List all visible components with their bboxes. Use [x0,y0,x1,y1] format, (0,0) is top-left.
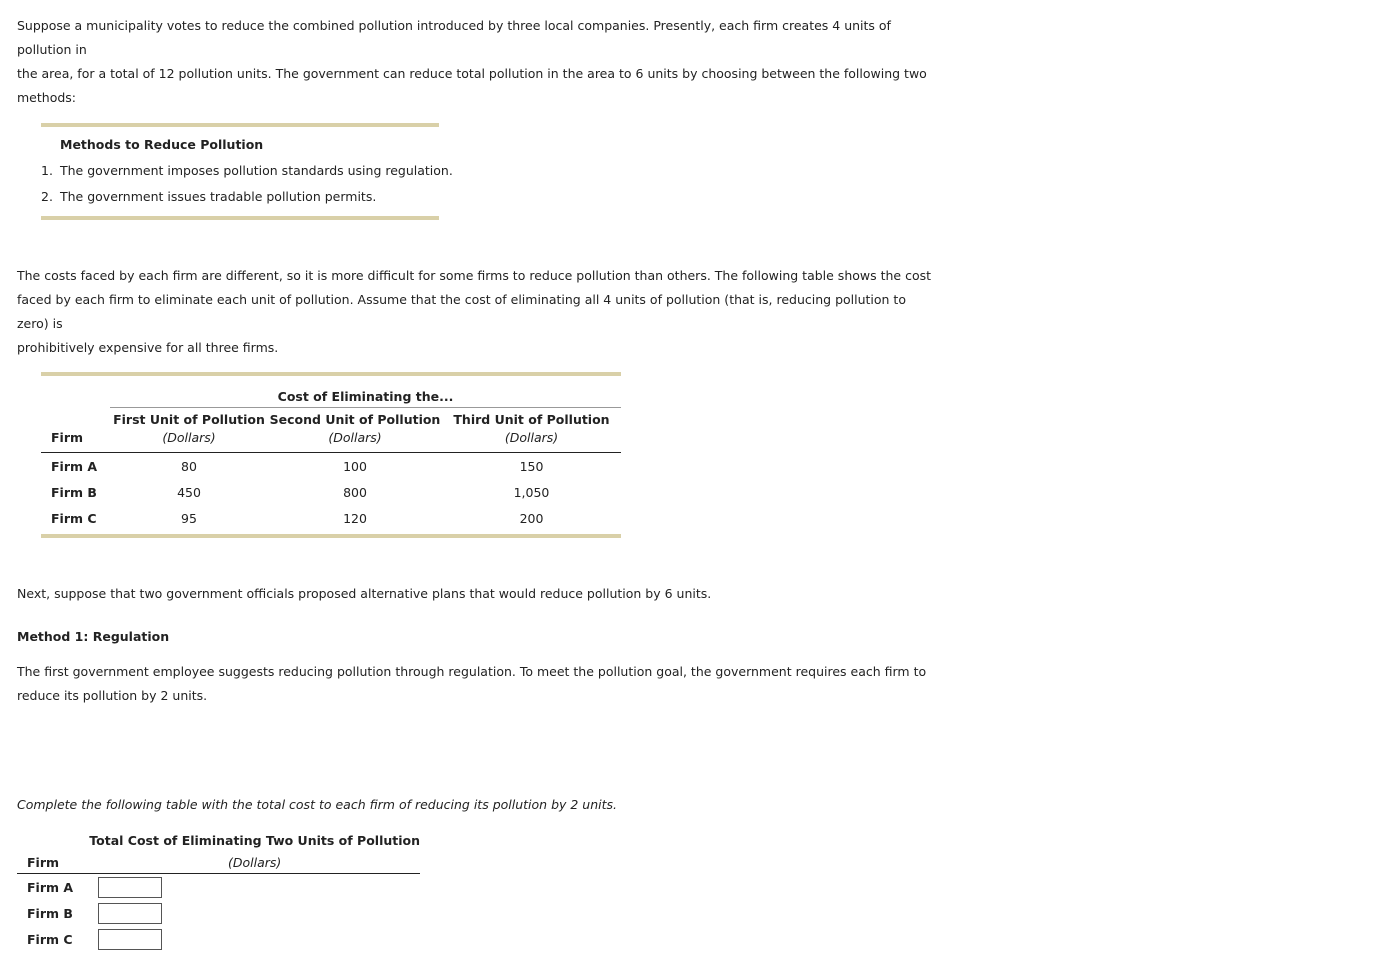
next-paragraph: Next, suppose that two government officials proposed alternative plans that would reduce pollution by 6 units. [17,586,712,601]
firm-a-total-cost-input[interactable] [98,877,162,898]
column-unit-third: (Dollars) [442,430,621,453]
method-1-paragraph [17,660,937,708]
method-1-heading: Method 1: Regulation [17,629,170,644]
cost-value: 80 [181,458,197,474]
methods-item-number: 2. [41,189,53,204]
column-header-third-unit: Third Unit of Pollution [453,411,610,427]
table-row [17,926,420,952]
cost-table-bottom-rule [41,534,621,538]
table-row [41,453,621,480]
column-unit-second: (Dollars) [268,430,442,453]
cost-table [41,384,621,531]
table-row [17,874,420,901]
table-row [41,479,621,505]
intro-line-2: the area, for a total of 12 pollution units. The government can reduce total pollution in the area to 6 units by choosing between the following two [17,66,927,81]
cost-table-span-header: Cost of Eliminating the... [110,384,621,408]
cost-value: 95 [181,510,197,526]
firm-b-total-cost-input[interactable] [98,903,162,924]
column-header-firm: Firm [41,430,110,453]
methods-item [41,163,453,189]
column-header-first-unit: First Unit of Pollution [113,411,265,427]
cost-table-top-rule [41,372,621,376]
cost-value: 200 [519,510,544,526]
firm-name: Firm A [27,879,74,895]
firm-name: Firm C [27,931,73,947]
firm-c-total-cost-input[interactable] [98,929,162,950]
methods-item-text: The government imposes pollution standards using regulation. [60,163,453,178]
table-row [41,505,621,531]
cost-value: 150 [519,458,544,474]
column-unit-first: (Dollars) [110,430,268,453]
firm-name: Firm B [27,905,73,921]
method-1-line-1: The first government employee suggests reducing pollution through regulation. To meet the pollution goal, the government requires each firm to [17,664,927,679]
cost-value: 100 [343,458,367,474]
methods-item-number: 1. [41,163,53,178]
answer-column-unit: (Dollars) [89,851,420,874]
answer-table-title: Total Cost of Eliminating Two Units of Pollution [89,832,420,848]
methods-item-text: The government issues tradable pollution permits. [60,189,377,204]
methods-title: Methods to Reduce Pollution [60,137,264,152]
cost-value: 800 [343,484,367,500]
costs-line-2: faced by each firm to eliminate each unit of pollution. Assume that the cost of eliminating all 4 units of pollution (that is, reducing pollution to zero) is [17,292,906,331]
methods-top-rule [41,123,439,127]
methods-item [41,189,453,215]
intro-paragraph [17,14,937,110]
method-1-line-2: reduce its pollution by 2 units. [17,688,208,703]
cost-value: 120 [343,510,367,526]
firm-name: Firm A [51,458,98,474]
table-row [17,900,420,926]
instruction-text: Complete the following table with the total cost to each firm of reducing its pollution by 2 units. [17,797,617,812]
firm-name: Firm C [51,510,97,526]
answer-table [17,829,420,952]
methods-list [41,163,453,215]
column-header-second-unit: Second Unit of Pollution [269,411,441,427]
methods-bottom-rule [41,216,439,220]
costs-paragraph [17,264,937,360]
intro-line-1: Suppose a municipality votes to reduce the combined pollution introduced by three local companies. Presently, each firm creates 4 units of pollution in [17,18,891,57]
cost-value: 450 [177,484,201,500]
intro-line-3: methods: [17,90,76,105]
firm-name: Firm B [51,484,97,500]
answer-column-header-firm: Firm [17,851,89,874]
costs-line-3: prohibitively expensive for all three firms. [17,340,279,355]
cost-value: 1,050 [513,484,550,500]
costs-line-1: The costs faced by each firm are different, so it is more difficult for some firms to reduce pollution than others. The following table shows the cost [17,268,932,283]
